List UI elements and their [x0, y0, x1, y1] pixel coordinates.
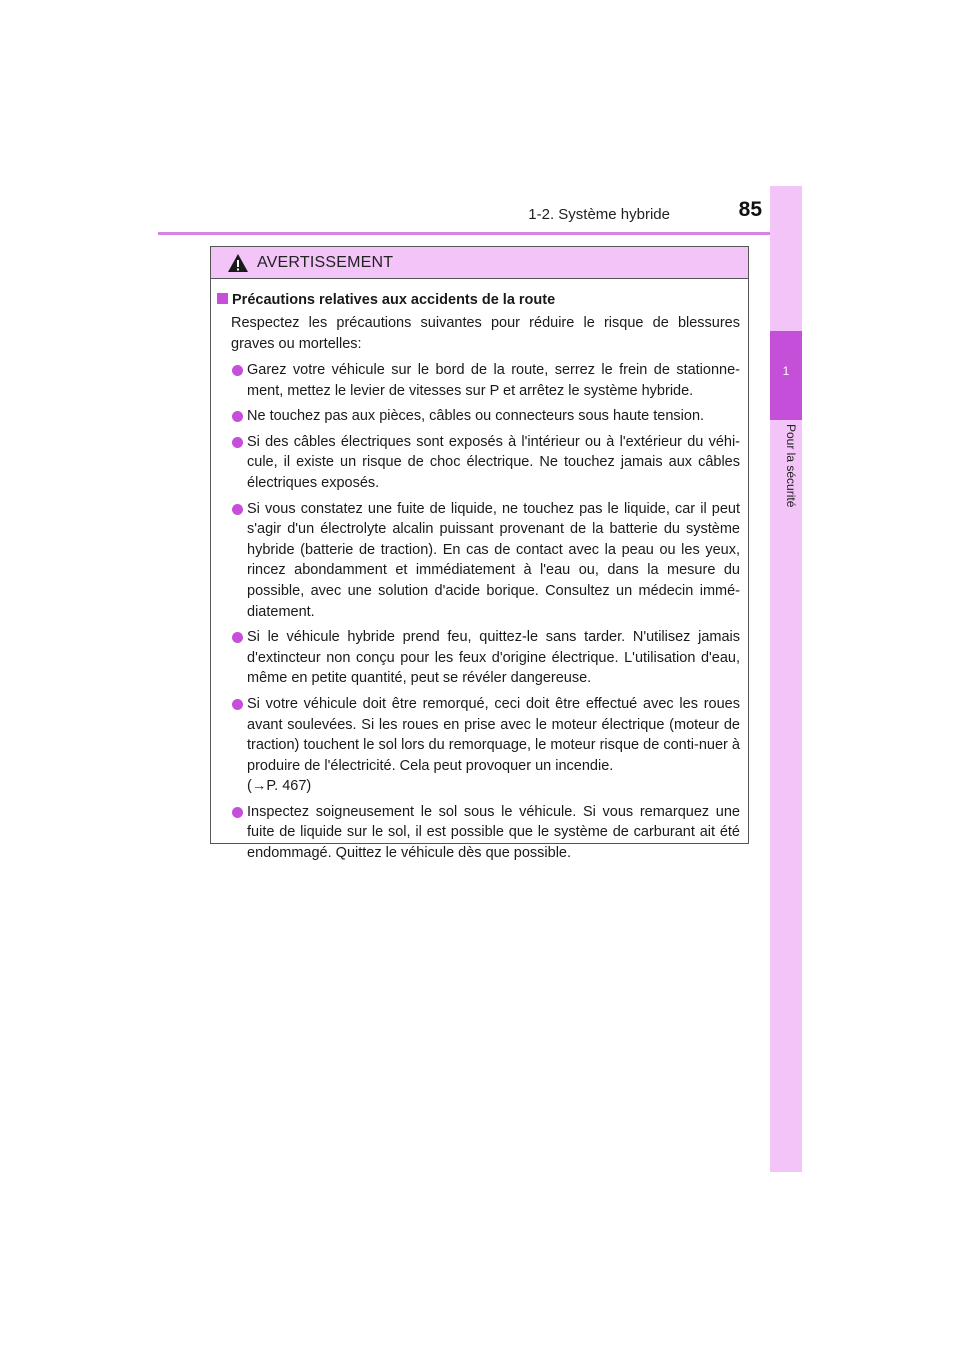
bullet-dot-icon	[232, 411, 243, 422]
list-item-text: Si le véhicule hybride prend feu, quittez-le sans tarder. N'utilisez jamais d'extincteur non conçu pour les feux d'origine électrique. L'utilisation d'eau, même en petite quantité, peut se révéler dangereuse.	[247, 629, 740, 687]
list-item-text: Garez votre véhicule sur le bord de la route, serrez le frein de stationne-ment, mettez le levier de vitesses sur P et arrêtez le système hybride.	[247, 362, 740, 399]
header-rule	[158, 232, 801, 235]
list-item	[217, 694, 740, 797]
list-item	[217, 406, 740, 427]
warning-header	[211, 247, 748, 279]
list-item	[217, 432, 740, 494]
warning-box	[210, 246, 749, 862]
section-title: Précautions relatives aux accidents de la route	[232, 292, 556, 308]
bullet-dot-icon	[232, 504, 243, 515]
list-item-text: Ne touchez pas aux pièces, câbles ou connecteurs sous haute tension.	[247, 408, 705, 425]
list-item-text: Si des câbles électriques sont exposés à l'intérieur ou à l'extérieur du véhi-cule, il existe un risque de choc électrique. Ne touchez jamais aux câbles électriques exposés.	[247, 433, 740, 491]
precautions-list	[217, 360, 740, 864]
header-section-title: 1-2. Système hybride	[528, 206, 670, 223]
page-reference-link[interactable]: (→P. 467)	[247, 778, 312, 795]
list-item	[217, 802, 740, 864]
warning-title: AVERTISSEMENT	[257, 253, 394, 271]
warning-triangle-icon	[227, 253, 249, 273]
bullet-dot-icon	[232, 632, 243, 643]
intro-text: Respectez les précautions suivantes pour réduire le risque de blessures graves ou mortelles:	[231, 315, 740, 352]
side-tab-label: Pour la sécurité	[784, 424, 798, 508]
square-bullet-icon	[217, 293, 228, 304]
chapter-number: 1	[782, 364, 790, 378]
section-heading	[217, 290, 740, 311]
list-item-text: Si votre véhicule doit être remorqué, ceci doit être effectué avec les roues avant soulevées. Si les roues en prise avec le moteur électrique (moteur de traction) touchent le sol lors du remorquage, le moteur risque de conti-nuer à produire de l'électricité. Cela peut provoquer un incendie.	[247, 695, 740, 774]
warning-body	[211, 279, 748, 864]
bullet-dot-icon	[232, 437, 243, 448]
page-number: 85	[738, 198, 762, 221]
list-item-text: Inspectez soigneusement le sol sous le véhicule. Si vous remarquez une fuite de liquide sur le sol, il est possible que le système de carburant ait été endommagé. Quittez le véhicule dès que possible.	[247, 803, 740, 862]
list-item	[217, 499, 740, 623]
list-item-text: Si vous constatez une fuite de liquide, ne touchez pas le liquide, car il peut s'agir d'un électrolyte alcalin puissant provenant de la batterie du système hybride (batterie de traction). En cas de contact avec la peau ou les yeux, rincez abondamment et immédiatement à l'eau ou, dans la mesure du possible, avec une solution d'acide borique. Consultez un médecin immé-diatement.	[247, 500, 740, 620]
bullet-dot-icon	[232, 699, 243, 710]
list-item	[217, 627, 740, 689]
bullet-dot-icon	[232, 365, 243, 376]
list-item	[217, 360, 740, 401]
bullet-dot-icon	[232, 807, 243, 818]
